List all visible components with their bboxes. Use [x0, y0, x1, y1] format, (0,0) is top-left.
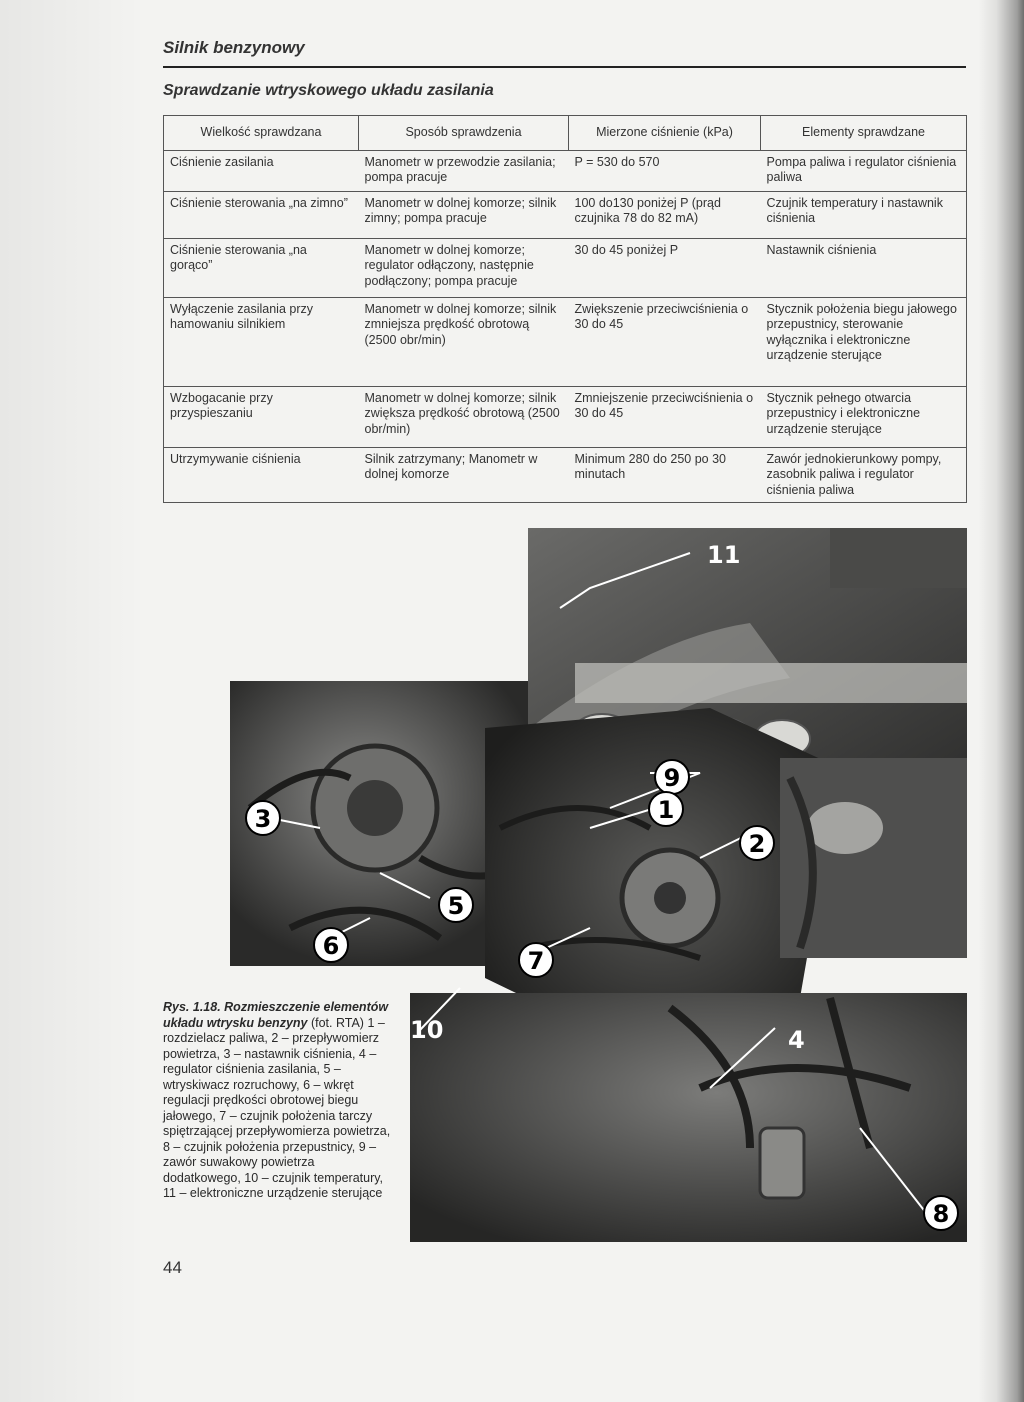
header-cell: Mierzone ciśnienie (kPa) [569, 116, 761, 151]
svg-text:9: 9 [663, 764, 681, 792]
table-header-row [164, 116, 967, 151]
callout-6 [314, 928, 348, 962]
callout-1 [649, 792, 683, 826]
callout-9 [655, 760, 689, 794]
svg-text:4: 4 [788, 1026, 805, 1054]
check-table [163, 115, 967, 503]
table-cell: Zwiększenie przeciwciśnienia o 30 do 45 [569, 297, 761, 386]
photo-right-panel [780, 758, 967, 958]
table-row [164, 447, 967, 503]
table-cell: Ciśnienie sterowania „na gorąco” [164, 238, 359, 297]
page-shadow-right [978, 0, 1024, 1402]
table-cell: Czujnik temperatury i nastawnik ciśnienia [761, 191, 967, 238]
table-cell: Stycznik położenia biegu jałowego przepustnicy, sterowanie wyłącznika i elektroniczne urządzenie sterujące [761, 297, 967, 386]
figure-caption-legend: (fot. RTA) 1 – rozdzielacz paliwa, 2 – przepływomierz powietrza, 3 – nastawnik ciśnienia, 4 – regulator ciśnienia zasilania, 5 – wtryskiwacz rozruchowy, 6 – wkręt regulacji prędkości obrotowej biegu jałowego, 7 – czujnik położenia tarczy spiętrzającej przepływomierza powietrza, 8 – czujnik położenia przepustnicy, 9 – zawór suwakowy powietrza dodatkowego, 10 – czujnik temperatury, 11 – elektroniczne urządzenie sterujące [163, 1015, 391, 1200]
page-shadow-left [0, 0, 140, 1402]
callout-3 [246, 801, 280, 835]
table-row [164, 238, 967, 297]
table-cell: Wyłączenie zasilania przy hamowaniu silnikiem [164, 297, 359, 386]
table-cell: 100 do130 poniżej P (prąd czujnika 78 do 82 mA) [569, 191, 761, 238]
table-cell: P = 530 do 570 [569, 150, 761, 191]
table-cell: Manometr w dolnej komorze; silnik zwiększa prędkość obrotową (2500 obr/min) [359, 386, 569, 447]
svg-text:8: 8 [932, 1200, 950, 1228]
photo-bottom-panel [410, 993, 967, 1242]
table-cell: Silnik zatrzymany; Manometr w dolnej komorze [359, 447, 569, 503]
svg-text:3: 3 [254, 805, 272, 833]
callout-10 [410, 1016, 443, 1044]
figure-caption [163, 1000, 395, 1202]
table-cell: Ciśnienie sterowania „na zimno” [164, 191, 359, 238]
running-head: Silnik benzynowy [163, 38, 305, 57]
page-number: 44 [163, 1258, 182, 1277]
callout-2 [740, 826, 774, 860]
table-cell: Minimum 280 do 250 po 30 minutach [569, 447, 761, 503]
svg-text:6: 6 [322, 932, 340, 960]
table-cell: Manometr w przewodzie zasilania; pompa pracuje [359, 150, 569, 191]
table-row [164, 297, 967, 386]
svg-text:5: 5 [447, 892, 465, 920]
section-title: Sprawdzanie wtryskowego układu zasilania [163, 82, 494, 99]
svg-text:2: 2 [748, 830, 766, 858]
header-cell: Wielkość sprawdzana [164, 116, 359, 151]
table-cell: Manometr w dolnej komorze; regulator odłączony, następnie podłączony; pompa pracuje [359, 238, 569, 297]
table-cell: Manometr w dolnej komorze; silnik zimny; pompa pracuje [359, 191, 569, 238]
table-cell: 30 do 45 poniżej P [569, 238, 761, 297]
callout-11 [707, 541, 740, 569]
table-cell: Wzbogacanie przy przyspieszaniu [164, 386, 359, 447]
figure-caption-title: Rys. 1.18. Rozmieszczenie elementów układu wtrysku benzyny [163, 1000, 389, 1030]
table-cell: Nastawnik ciśnienia [761, 238, 967, 297]
table-cell: Zawór jednokierunkowy pompy, zasobnik paliwa i regulator ciśnienia paliwa [761, 447, 967, 503]
svg-text:1: 1 [657, 796, 675, 824]
header-rule [163, 66, 966, 68]
callout-8 [924, 1196, 958, 1230]
header-cell: Elementy sprawdzane [761, 116, 967, 151]
table-row [164, 191, 967, 238]
table-cell: Ciśnienie zasilania [164, 150, 359, 191]
svg-text:11: 11 [707, 541, 741, 569]
callout-4 [788, 1026, 805, 1054]
table-cell: Stycznik pełnego otwarcia przepustnicy i elektroniczne urządzenie sterujące [761, 386, 967, 447]
table-cell: Utrzymywanie ciśnienia [164, 447, 359, 503]
table-cell: Zmniejszenie przeciwciśnienia o 30 do 45 [569, 386, 761, 447]
table-row [164, 150, 967, 191]
header-cell: Sposób sprawdzenia [359, 116, 569, 151]
table-row [164, 386, 967, 447]
svg-text:10: 10 [410, 1016, 444, 1044]
table-cell: Pompa paliwa i regulator ciśnienia paliwa [761, 150, 967, 191]
table-cell: Manometr w dolnej komorze; silnik zmniejsza prędkość obrotową (2500 obr/min) [359, 297, 569, 386]
callout-7 [519, 943, 553, 977]
callout-5 [439, 888, 473, 922]
svg-text:7: 7 [527, 947, 545, 975]
